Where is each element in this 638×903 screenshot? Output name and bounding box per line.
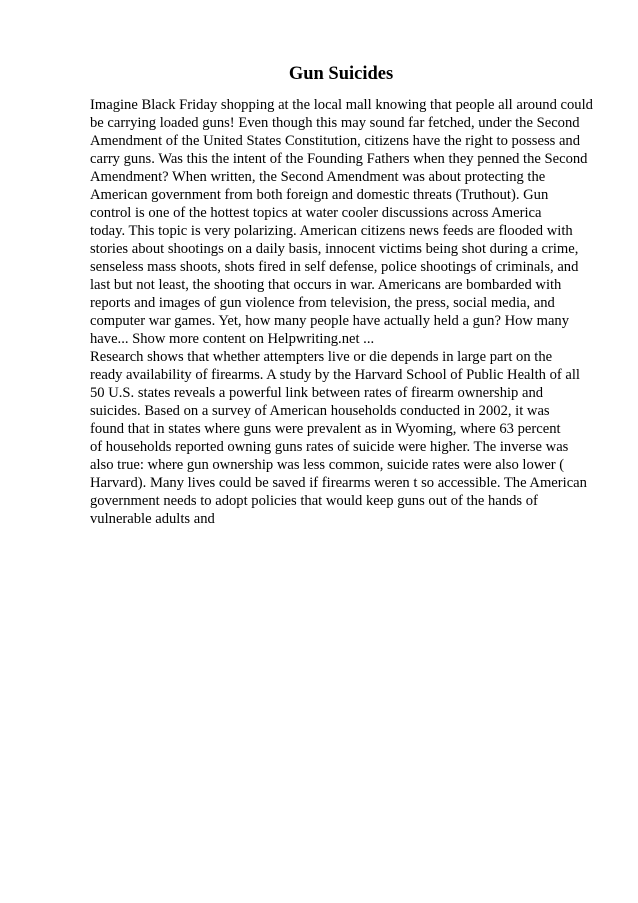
body-line: stories about shootings on a daily basis, innocent victims being shot during a crime, bbox=[90, 241, 579, 257]
body-line: Amendment? When written, the Second Amendment was about protecting the bbox=[90, 169, 546, 185]
body-line: of households reported owning guns rates of suicide were higher. The inverse was bbox=[90, 439, 569, 455]
body-line: government needs to adopt policies that would keep guns out of the hands of bbox=[90, 493, 538, 509]
body-line: Research shows that whether attempters live or die depends in large part on the bbox=[90, 349, 553, 365]
body-line: have... Show more content on Helpwriting.net ... bbox=[90, 331, 375, 347]
body-line: American government from both foreign and domestic threats (Truthout). Gun bbox=[90, 187, 549, 203]
body-line: also true: where gun ownership was less common, suicide rates were also lower ( bbox=[90, 457, 565, 473]
body-line: Harvard). Many lives could be saved if firearms weren t so accessible. The American bbox=[90, 475, 587, 491]
body-line: senseless mass shoots, shots fired in self defense, police shootings of criminals, and bbox=[90, 259, 579, 275]
body-line: last but not least, the shooting that occurs in war. Americans are bombarded with bbox=[90, 277, 562, 293]
body-line: reports and images of gun violence from television, the press, social media, and bbox=[90, 295, 555, 311]
body-line: 50 U.S. states reveals a powerful link between rates of firearm ownership and bbox=[90, 385, 544, 401]
document-body bbox=[90, 96, 610, 528]
body-line: carry guns. Was this the intent of the Founding Fathers when they penned the Second bbox=[90, 151, 588, 167]
body-line: found that in states where guns were prevalent as in Wyoming, where 63 percent bbox=[90, 421, 561, 437]
body-line: ready availability of firearms. A study by the Harvard School of Public Health of all bbox=[90, 367, 580, 383]
body-line: Amendment of the United States Constitution, citizens have the right to possess and bbox=[90, 133, 581, 149]
body-line: control is one of the hottest topics at water cooler discussions across America bbox=[90, 205, 542, 221]
body-line: today. This topic is very polarizing. American citizens news feeds are flooded with bbox=[90, 223, 573, 239]
body-line: vulnerable adults and bbox=[90, 511, 215, 527]
document-title: Gun Suicides bbox=[288, 64, 394, 84]
body-line: computer war games. Yet, how many people have actually held a gun? How many bbox=[90, 313, 570, 329]
body-line: suicides. Based on a survey of American households conducted in 2002, it was bbox=[90, 403, 550, 419]
body-line: Imagine Black Friday shopping at the local mall knowing that people all around could bbox=[90, 97, 593, 113]
body-line: be carrying loaded guns! Even though this may sound far fetched, under the Second bbox=[90, 115, 580, 131]
